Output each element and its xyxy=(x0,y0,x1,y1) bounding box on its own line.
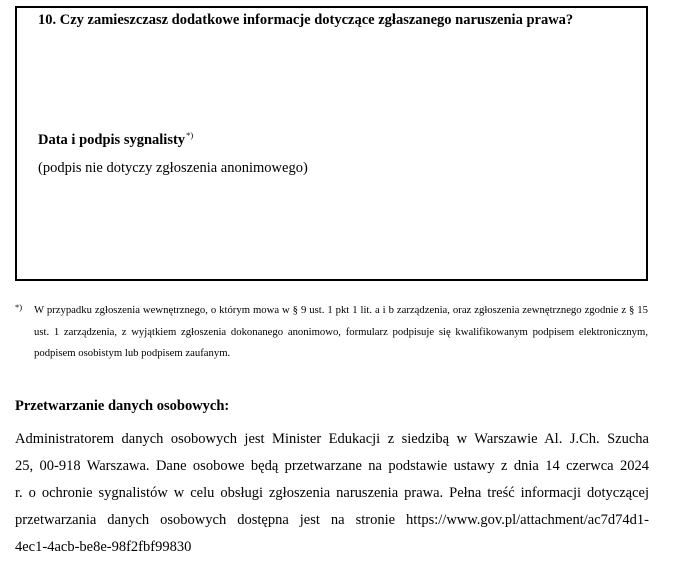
signature-label-text: Data i podpis sygnalisty xyxy=(38,132,186,148)
data-processing-line: r. o ochronie sygnalistów w celu obsługi zgłoszenia naruszenia prawa. Pełna treść informacji dotyczącej xyxy=(15,485,649,501)
footnote-text: W przypadku zgłoszenia wewnętrznego, o którym mowa w § 9 ust. 1 pkt 1 lit. a i b zarządzenia, oraz zgłoszenia zewnętrznego zgodnie z § 15 ust. 1 zarządzenia, z wyjątkiem zgłoszenia dokonanego anonimowo, formularz podpisuje się kwalifikowanym podpisem elektronicznym, podpisem osobistym lub podpisem zaufanym. xyxy=(34,304,648,359)
data-processing-line: 25, 00-918 Warszawa. Dane osobowe będą przetwarzane na podstawie ustawy z dnia 14 czerwca 2024 xyxy=(15,458,649,474)
additional-info-form-box xyxy=(15,6,648,281)
footnote-marker: *) xyxy=(15,302,23,312)
data-processing-line: Administratorem danych osobowych jest Minister Edukacji z siedzibą w Warszawie Al. J.Ch. Szucha xyxy=(15,431,649,447)
signature-label xyxy=(38,130,193,149)
signature-line xyxy=(30,279,633,280)
data-processing-heading: Przetwarzanie danych osobowych: xyxy=(15,398,230,414)
question-10-label: 10. Czy zamieszczasz dodatkowe informacje dotyczące zgłaszanego naruszenia prawa? xyxy=(38,12,574,28)
signature-note: (podpis nie dotyczy zgłoszenia anonimowego) xyxy=(38,160,308,176)
signature-footnote-marker: *) xyxy=(186,130,194,140)
data-processing-line-with-link: przetwarzania danych osobowych dostępna jest na stronie https://www.gov.pl/attachment/ac7d74d1- xyxy=(15,512,649,528)
data-processing-line-link-end: 4ec1-4acb-be8e-98f2fbf99830 xyxy=(15,539,192,555)
data-processing-body xyxy=(15,426,649,561)
